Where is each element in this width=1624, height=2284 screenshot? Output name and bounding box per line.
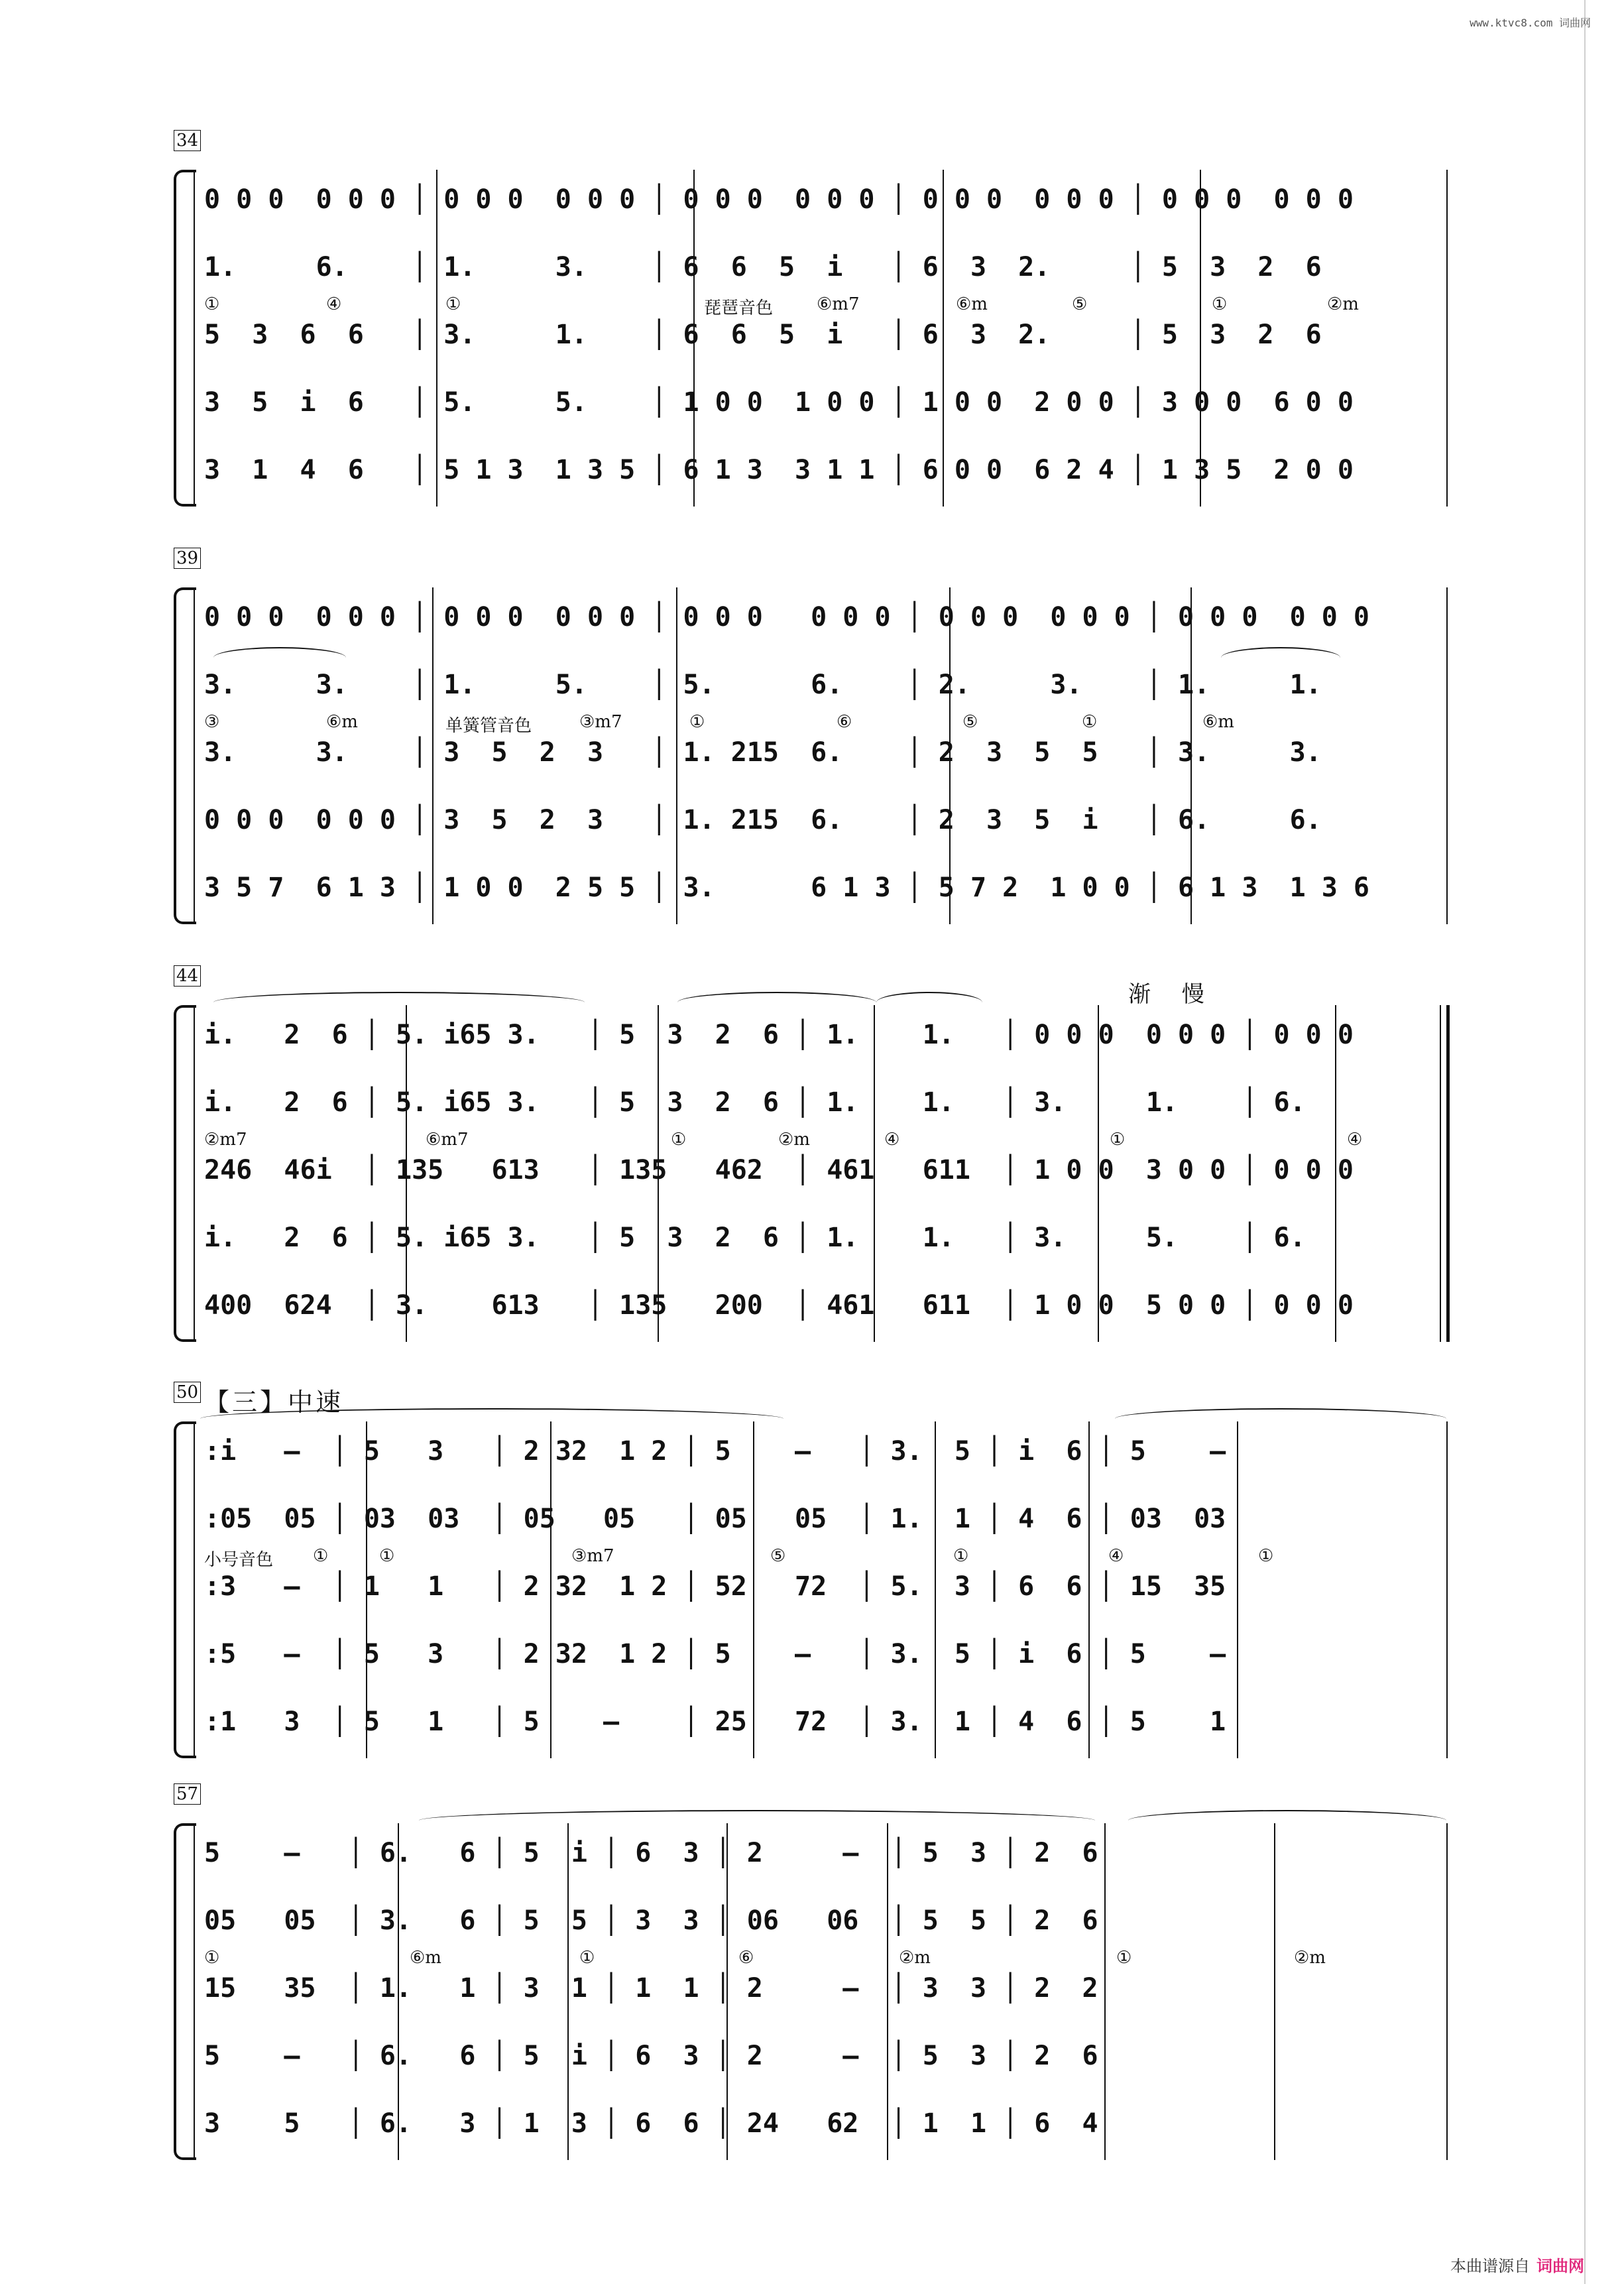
staff-row-4: 0 0 0 0 0 0 │ 3 5 2 3 │ 1. 215 6. │ 2 3 5 i │ 6. 6. [204, 805, 1322, 835]
chord-annotation: ① [204, 1948, 220, 1968]
chord-annotation: ① [445, 294, 461, 314]
chord-annotation: ②m [1327, 294, 1359, 314]
chord-annotation: ②m7 [204, 1130, 247, 1150]
instrument-annotation: 小号音色 [204, 1550, 274, 1570]
score-system-39 [174, 548, 1448, 932]
chord-annotation: ① [1258, 1546, 1274, 1566]
slur [200, 1408, 783, 1429]
staff-row-5: 3 5 │ 6. 3 │ 1 3 │ 6 6 │ 24 62 │ 1 1 │ 6 4 [204, 2108, 1098, 2139]
footer-source [1450, 2253, 1584, 2276]
staff-row-3: 15 35 │ 1. 1 │ 3 1 │ 1 1 │ 2 – │ 3 3 │ 2 2 [204, 1973, 1098, 2004]
chord-annotation: ① [1082, 712, 1098, 732]
footer-text: 本曲谱源自 [1450, 2257, 1530, 2275]
instrument-annotation: 琵琶音色 [704, 298, 774, 318]
chord-annotation: ① [313, 1546, 329, 1566]
slur [677, 992, 876, 1013]
instrument-annotation: 单簧管音色 [445, 716, 532, 736]
staff-row-5: 3 1 4 6 │ 5 1 3 1 3 5 │ 6 1 3 3 1 1 │ 6 0 0 6 2 4 │ 1 3 5 2 0 0 [204, 455, 1354, 485]
chord-annotation: ① [379, 1546, 395, 1566]
staff-row-3: 5 3 6 6 │ 3. 1. │ 6 6 5 i │ 6 3 2. │ 5 3 2 6 [204, 320, 1322, 350]
chord-annotation: ⑥m [956, 294, 988, 314]
slur [419, 1810, 1095, 1831]
system-start-line [194, 1005, 195, 1342]
chord-annotation: ① [671, 1130, 687, 1150]
barline [1446, 1823, 1448, 2160]
chord-annotation: ① [689, 712, 705, 732]
chord-annotation: ① [1110, 1130, 1126, 1150]
chord-annotation: ⑥m [410, 1948, 441, 1968]
chord-annotation: ① [1116, 1948, 1132, 1968]
staff-row-3: 3. 3. │ 3 5 2 3 │ 1. 215 6. │ 2 3 5 5 │ 3. 3. [204, 737, 1322, 768]
chord-annotation: ②m [899, 1948, 931, 1968]
slur [876, 992, 982, 1013]
chord-annotation: ③ [204, 712, 220, 732]
right-page-border [1584, 0, 1586, 2284]
section-title: 【三】中速 [204, 1388, 344, 1417]
staff-row-5: 400 624 │ 3. 613 │ 135 200 │ 461 611 │ 1 0 0 5 0 0 │ 0 0 0 [204, 1290, 1354, 1321]
slur [213, 647, 346, 668]
barline [1237, 1421, 1238, 1758]
chord-annotation: ① [1212, 294, 1228, 314]
chord-annotation: ⑤ [1072, 294, 1088, 314]
staff-row-1: i. 2 6 │ 5. i65 3. │ 5 3 2 6 │ 1. 1. │ 0 0 0 0 0 0 │ 0 0 0 [204, 1020, 1354, 1050]
system-start-line [194, 170, 195, 507]
system-brace [174, 1823, 196, 2160]
staff-row-1: 0 0 0 0 0 0 │ 0 0 0 0 0 0 │ 0 0 0 0 0 0 │ 0 0 0 0 0 0 │ 0 0 0 0 0 0 [204, 602, 1369, 632]
slur [1221, 647, 1340, 668]
system-brace [174, 1421, 196, 1758]
chord-annotation: ②m [1294, 1948, 1326, 1968]
staff-row-2: 05 05 │ 3. 6 │ 5 5 │ 3 3 │ 06 06 │ 5 5 │ 2 6 [204, 1905, 1098, 1936]
barline [1446, 587, 1448, 924]
final-double-barline [1440, 1005, 1450, 1342]
measure-number: 50 [174, 1382, 201, 1403]
site-watermark: www.ktvc8.com 词曲网 [1470, 17, 1591, 29]
chord-annotation: ⑥ [837, 712, 852, 732]
barline [1104, 1823, 1106, 2160]
staff-row-1: :i – │ 5 3 │ 2 32 1 2 │ 5 – │ 3. 5 │ i 6 │ 5 – [204, 1436, 1226, 1467]
system-start-line [194, 1823, 195, 2160]
chord-annotation: ⑥m [1202, 712, 1234, 732]
score-system-50 [174, 1382, 1448, 1766]
staff-row-5: 3 5 7 6 1 3 │ 1 0 0 2 5 5 │ 3. 6 1 3 │ 5 7 2 1 0 0 │ 6 1 3 1 3 6 [204, 872, 1369, 903]
chord-annotation: ④ [1347, 1130, 1363, 1150]
slur [213, 992, 585, 1013]
system-start-line [194, 587, 195, 924]
barline [1274, 1823, 1275, 2160]
staff-row-3: 246 46i │ 135 613 │ 135 462 │ 461 611 │ 1 0 0 3 0 0 │ 0 0 0 [204, 1155, 1354, 1185]
chord-annotation: ③m7 [579, 712, 622, 732]
chord-annotation: ②m [778, 1130, 810, 1150]
measure-number: 39 [174, 548, 201, 569]
footer-brand-link[interactable]: 词曲网 [1537, 2257, 1584, 2275]
tempo-marking: 渐 慢 [1128, 981, 1216, 1008]
chord-annotation: ④ [326, 294, 342, 314]
system-brace [174, 587, 196, 924]
barline [1446, 1421, 1448, 1758]
chord-annotation: ④ [884, 1130, 900, 1150]
measure-number: 57 [174, 1783, 201, 1805]
chord-annotation: ⑤ [962, 712, 978, 732]
chord-annotation: ⑥m7 [817, 294, 860, 314]
staff-row-1: 5 – │ 6. 6 │ 5 i │ 6 3 │ 2 – │ 5 3 │ 2 6 [204, 1838, 1098, 1868]
chord-annotation: ① [953, 1546, 969, 1566]
chord-annotation: ⑥m [326, 712, 358, 732]
slur [1128, 1810, 1446, 1831]
score-system-57 [174, 1783, 1448, 2168]
staff-row-4: :5 – │ 5 3 │ 2 32 1 2 │ 5 – │ 3. 5 │ i 6 │ 5 – [204, 1639, 1226, 1669]
staff-row-3: :3 – │ 1 1 │ 2 32 1 2 │ 52 72 │ 5. 3 │ 6 6 │ 15 35 [204, 1571, 1226, 1602]
chord-annotation: ⑥m7 [426, 1130, 469, 1150]
staff-row-5: :1 3 │ 5 1 │ 5 – │ 25 72 │ 3. 1 │ 4 6 │ 5 1 [204, 1707, 1226, 1737]
staff-row-2: 3. 3. │ 1. 5. │ 5. 6. │ 2. 3. │ 1. 1. [204, 670, 1322, 700]
chord-annotation: ④ [1108, 1546, 1124, 1566]
barline [1446, 170, 1448, 507]
system-start-line [194, 1421, 195, 1758]
measure-number: 44 [174, 965, 201, 987]
staff-row-4: 5 – │ 6. 6 │ 5 i │ 6 3 │ 2 – │ 5 3 │ 2 6 [204, 2041, 1098, 2071]
chord-annotation: ⑤ [770, 1546, 786, 1566]
staff-row-2: :05 05 │ 03 03 │ 05 05 │ 05 05 │ 1. 1 │ 4 6 │ 03 03 [204, 1504, 1226, 1534]
staff-row-2: i. 2 6 │ 5. i65 3. │ 5 3 2 6 │ 1. 1. │ 3. 1. │ 6. [204, 1087, 1306, 1118]
measure-number: 34 [174, 130, 201, 151]
staff-row-4: i. 2 6 │ 5. i65 3. │ 5 3 2 6 │ 1. 1. │ 3. 5. │ 6. [204, 1223, 1306, 1253]
chord-annotation: ③m7 [571, 1546, 614, 1566]
slur [1115, 1408, 1446, 1429]
chord-annotation: ① [579, 1948, 595, 1968]
chord-annotation: ⑥ [738, 1948, 754, 1968]
staff-row-2: 1. 6. │ 1. 3. │ 6 6 5 i │ 6 3 2. │ 5 3 2 6 [204, 252, 1322, 282]
chord-annotation: ① [204, 294, 220, 314]
system-brace [174, 1005, 196, 1342]
score-system-34 [174, 130, 1448, 514]
score-system-44 [174, 965, 1448, 1350]
staff-row-4: 3 5 i 6 │ 5. 5. │ 1 0 0 1 0 0 │ 1 0 0 2 0 0 │ 3 0 0 6 0 0 [204, 387, 1354, 418]
system-brace [174, 170, 196, 507]
staff-row-1: 0 0 0 0 0 0 │ 0 0 0 0 0 0 │ 0 0 0 0 0 0 │ 0 0 0 0 0 0 │ 0 0 0 0 0 0 [204, 184, 1354, 215]
